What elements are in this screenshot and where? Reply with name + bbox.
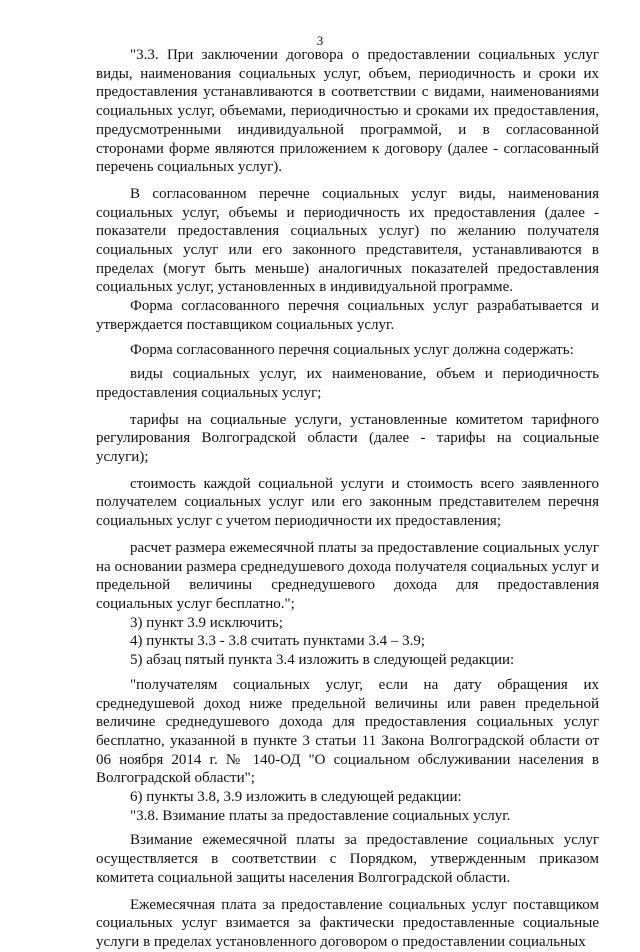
paragraph-3-8-heading: "3.8. Взимание платы за предоставление социальных услуг. xyxy=(130,807,511,824)
paragraph-agreed-list: В согласованном перечне социальных услуг виды, наименования социальных услуг, объемы и периодичность их предоставления (далее - показатели предоставления социальных услуг) по желанию получателя социальных услуг или его законного представителя, устанавливаются в пределах (могут быть меньше) аналогичных показателей предоставления социальных услуг, установленных в индивидуальной программе. xyxy=(96,185,599,296)
page-number: 3 xyxy=(316,33,324,48)
paragraph-service-types: виды социальных услуг, их наименование, объем и периодичность предоставления социальных услуг; xyxy=(96,366,599,401)
paragraph-3-3: "3.3. При заключении договора о предоставлении социальных услуг виды, наименования социальных услуг, объем, периодичность и сроки их предоставления устанавливаются в соответствии с видами, наименованиями социальных услуг, объемами, периодичностью и сроками их предоставления, предусмотренными индивидуальной программой, и в согласованной сторонами форме являются приложением к договору (далее - согласованный перечень социальных услуг). xyxy=(96,47,599,176)
document-body xyxy=(96,46,599,952)
paragraph-monthly-fee: Ежемесячная плата за предоставление социальных услуг поставщиком социальных услуг взимается за фактически предоставленные социальные услуги в пределах установленного договором о предоставлении социальных xyxy=(96,896,599,950)
paragraph-recipients: "получателям социальных услуг, если на дату обращения их среднедушевой доход ниже предельной величины или равен предельной величине среднедушевого дохода для предоставления социальных услуг бесплатно, указанной в пункте 3 статьи 11 Закона Волгоградской области от 06 ноября 2014 г. № 140-ОД "О социальном обслуживании населения в Волгоградской области"; xyxy=(96,676,599,787)
paragraph-cost: стоимость каждой социальной услуги и стоимость всего заявленного получателем социальных услуг или его законным представителем перечня социальных услуг с учетом периодичности их предоставления; xyxy=(96,475,599,530)
paragraph-form-contents: Форма согласованного перечня социальных услуг должна содержать: xyxy=(130,341,574,358)
paragraph-tariffs: тарифы на социальные услуги, установленные комитетом тарифного регулирования Волгоградской области (далее - тарифы на социальные услуги); xyxy=(96,411,599,466)
paragraph-item-3: 3) пункт 3.9 исключить; xyxy=(130,614,283,631)
paragraph-item-5: 5) абзац пятый пункта 3.4 изложить в следующей редакции: xyxy=(130,652,515,669)
paragraph-form-developed: Форма согласованного перечня социальных услуг разрабатывается и утверждается поставщиком социальных услуг. xyxy=(96,298,599,333)
paragraph-fee-collection: Взимание ежемесячной платы за предоставление социальных услуг осуществляется в соответствии с Порядком, утвержденным приказом комитета социальной защиты населения Волгоградской области. xyxy=(96,832,599,886)
paragraph-fee-calculation: расчет размера ежемесячной платы за предоставление социальных услуг на основании размера среднедушевого дохода получателя социальных услуг и предельной величины среднедушевого дохода для предоставления социальных услуг бесплатно."; xyxy=(96,539,599,612)
paragraph-item-6: 6) пункты 3.8, 3.9 изложить в следующей редакции: xyxy=(130,789,462,806)
paragraph-item-4: 4) пункты 3.3 - 3.8 считать пунктами 3.4 – 3.9; xyxy=(130,633,426,650)
